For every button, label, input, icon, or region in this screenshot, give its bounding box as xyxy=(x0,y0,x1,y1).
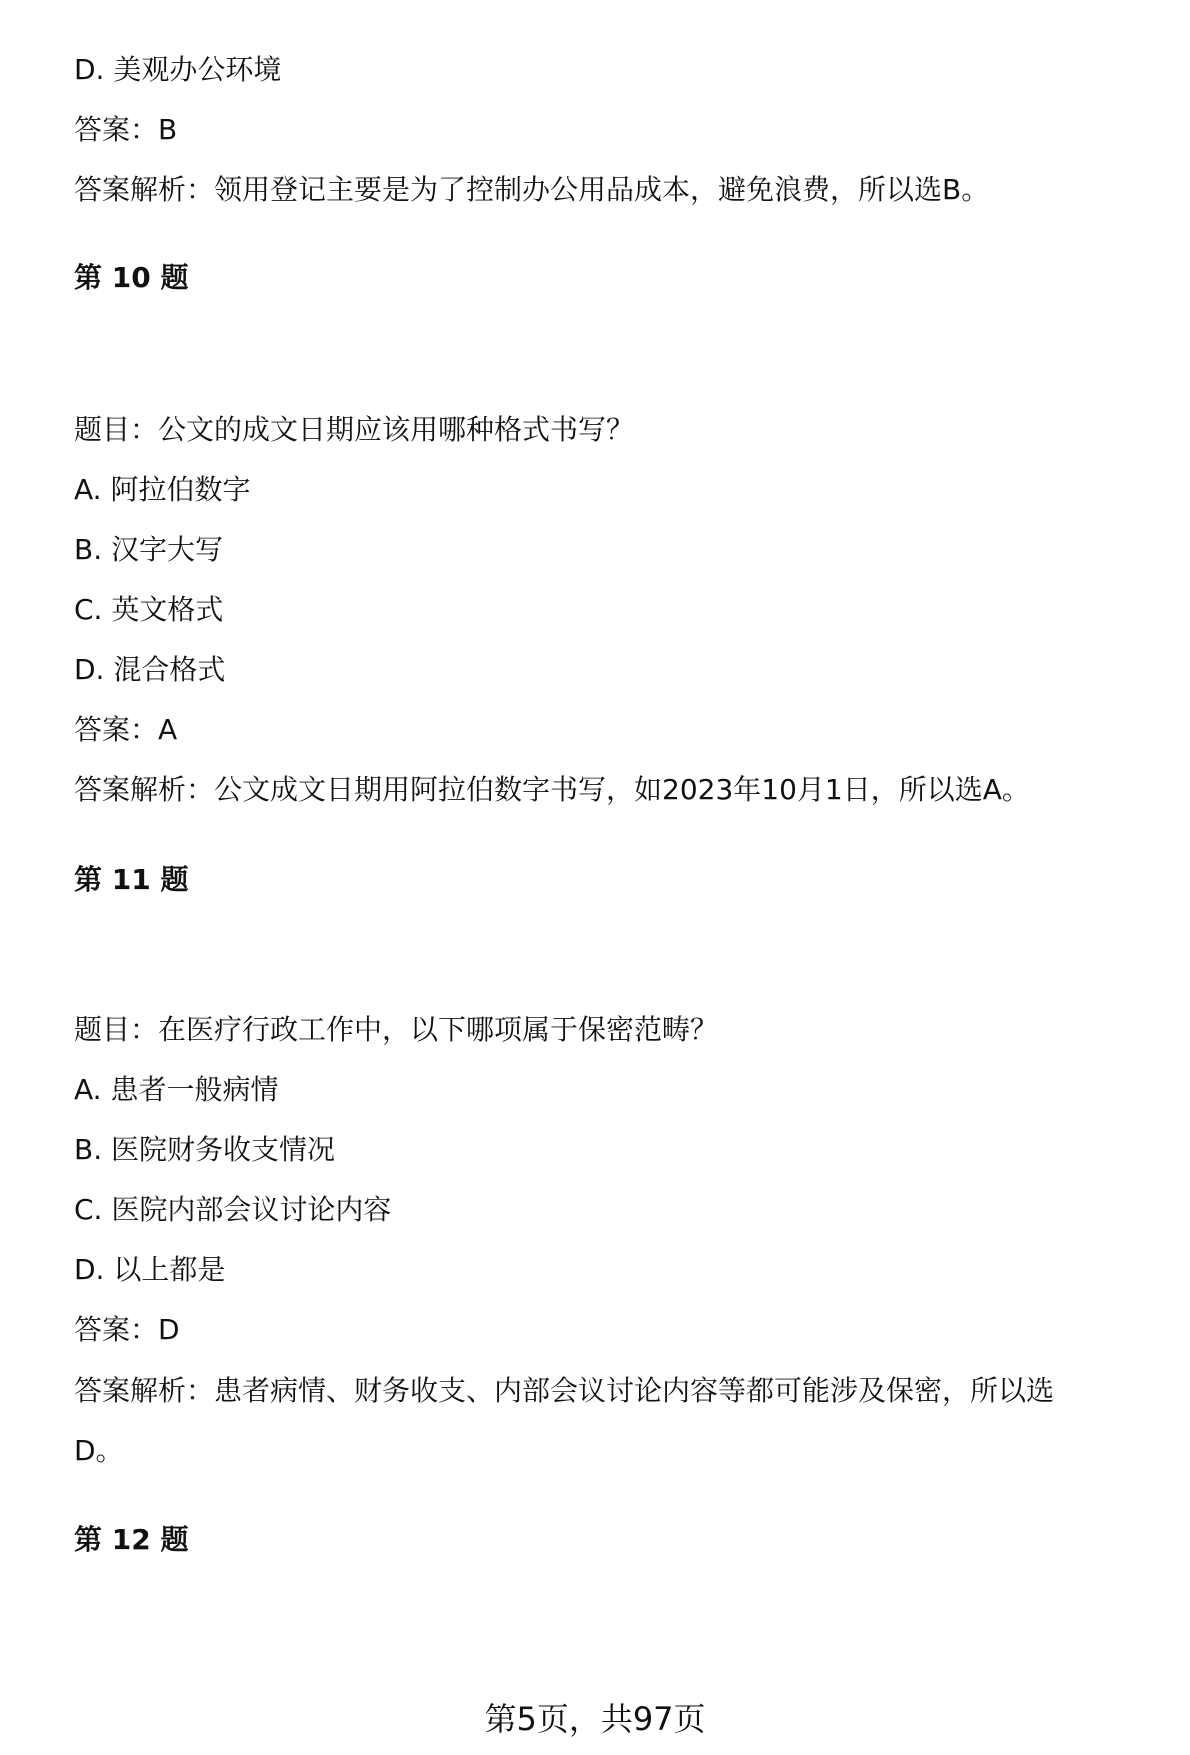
q10-option-b: B. 汉字大写 xyxy=(74,533,224,566)
q10-option-c: C. 英文格式 xyxy=(74,593,224,626)
q11-option-d: D. 以上都是 xyxy=(74,1253,226,1286)
q11-question: 题目：在医疗行政工作中，以下哪项属于保密范畴？ xyxy=(74,1013,719,1046)
q11-option-a: A. 患者一般病情 xyxy=(74,1073,279,1106)
q11-option-c: C. 医院内部会议讨论内容 xyxy=(74,1193,392,1226)
q11-explanation-line1: 答案解析：患者病情、财务收支、内部会议讨论内容等都可能涉及保密，所以选 xyxy=(74,1374,1055,1407)
q10-option-d: D. 混合格式 xyxy=(74,653,226,686)
q12-heading: 第 12 题 xyxy=(74,1523,189,1556)
q9-answer: 答案：B xyxy=(74,113,178,146)
q9-option-d: D. 美观办公环境 xyxy=(74,53,282,86)
q11-explanation-line2: D。 xyxy=(74,1434,124,1467)
q11-answer: 答案：D xyxy=(74,1313,180,1346)
q11-heading: 第 11 题 xyxy=(74,863,189,896)
page-number: 第5页，共97页 xyxy=(484,1700,706,1738)
q10-answer: 答案：A xyxy=(74,713,178,746)
q10-option-a: A. 阿拉伯数字 xyxy=(74,473,251,506)
q10-explanation: 答案解析：公文成文日期用阿拉伯数字书写，如2023年10月1日，所以选A。 xyxy=(74,773,1030,806)
q10-question: 题目：公文的成文日期应该用哪种格式书写？ xyxy=(74,413,635,446)
q10-heading: 第 10 题 xyxy=(74,261,189,294)
q9-explanation: 答案解析：领用登记主要是为了控制办公用品成本，避免浪费，所以选B。 xyxy=(74,173,990,206)
q11-option-b: B. 医院财务收支情况 xyxy=(74,1133,336,1166)
